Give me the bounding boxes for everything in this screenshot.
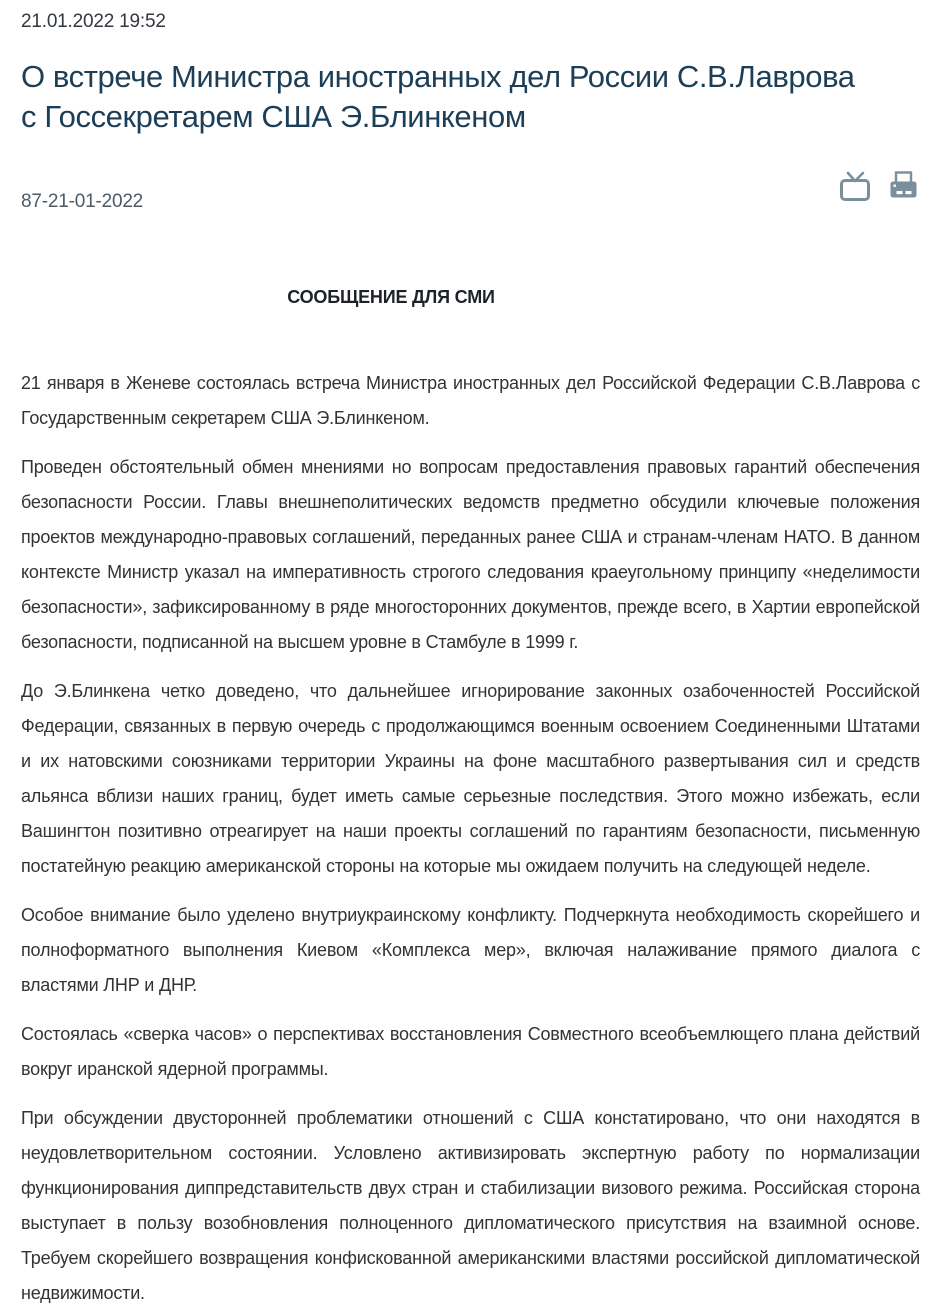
press-release-label: СООБЩЕНИЕ ДЛЯ СМИ: [287, 287, 495, 307]
subheading-wrap: [21, 286, 761, 308]
printer-icon[interactable]: [889, 171, 918, 202]
article-body: [21, 366, 920, 1311]
paragraph-6: При обсуждении двусторонней проблематики отношений с США констатировано, что они находятся в неудовлетворительном состоянии. Условлено активизировать экспертную работу по нормализации функционирования диппредставительств двух стран и стабилизации визового режима. Российская сторона выступает в пользу возобновления полноценного дипломатического присутствия на взаимной основе. Требуем скорейшего возвращения конфискованной американскими властями российской дипломатической недвижимости.: [21, 1108, 920, 1303]
tv-icon[interactable]: [838, 171, 872, 202]
meta-row: [21, 183, 920, 214]
article-actions: [838, 171, 920, 202]
paragraph-5: Состоялась «сверка часов» о перспективах восстановления Совместного всеобъемлющего плана действий вокруг иранской ядерной программы.: [21, 1024, 920, 1079]
publication-datetime: 21.01.2022 19:52: [21, 11, 166, 32]
paragraph-2: Проведен обстоятельный обмен мнениями но вопросам предоставления правовых гарантий обеспечения безопасности России. Главы внешнеполитических ведомств предметно обсудили ключевые положения проектов международно-правовых соглашений, переданных ранее США и странам-членам НАТО. В данном контексте Министр указал на императивность строгого следования краеугольному принципу «неделимости безопасности», зафиксированному в ряде многосторонних документов, прежде всего, в Хартии европейской безопасности, подписанной на высшем уровне в Стамбуле в 1999 г.: [21, 457, 920, 652]
paragraph-3: До Э.Блинкена четко доведено, что дальнейшее игнорирование законных озабоченностей Российской Федерации, связанных в первую очередь с продолжающимся военным освоением Соединенными Штатами и их натовскими союзниками территории Украины на фоне масштабного развертывания сил и средств альянса вблизи наших границ, будет иметь самые серьезные последствия. Этого можно избежать, если Вашингтон позитивно отреагирует на наши проекты соглашений по гарантиям безопасности, письменную постатейную реакцию американской стороны на которые мы ожидаем получить на следующей неделе.: [21, 681, 920, 876]
paragraph-4: Особое внимание было уделено внутриукраинскому конфликту. Подчеркнута необходимость скорейшего и полноформатного выполнения Киевом «Комплекса мер», включая налаживание прямого диалога с властями ЛНР и ДНР.: [21, 905, 920, 995]
article-title: О встрече Министра иностранных дел России С.В.Лаврова с Госсекретарем США Э.Блинкеном: [21, 59, 855, 134]
document-number: 87-21-01-2022: [21, 191, 144, 212]
paragraph-1: 21 января в Женеве состоялась встреча Министра иностранных дел Российской Федерации С.В.Лаврова с Государственным секретарем США Э.Блинкеном.: [21, 373, 920, 428]
